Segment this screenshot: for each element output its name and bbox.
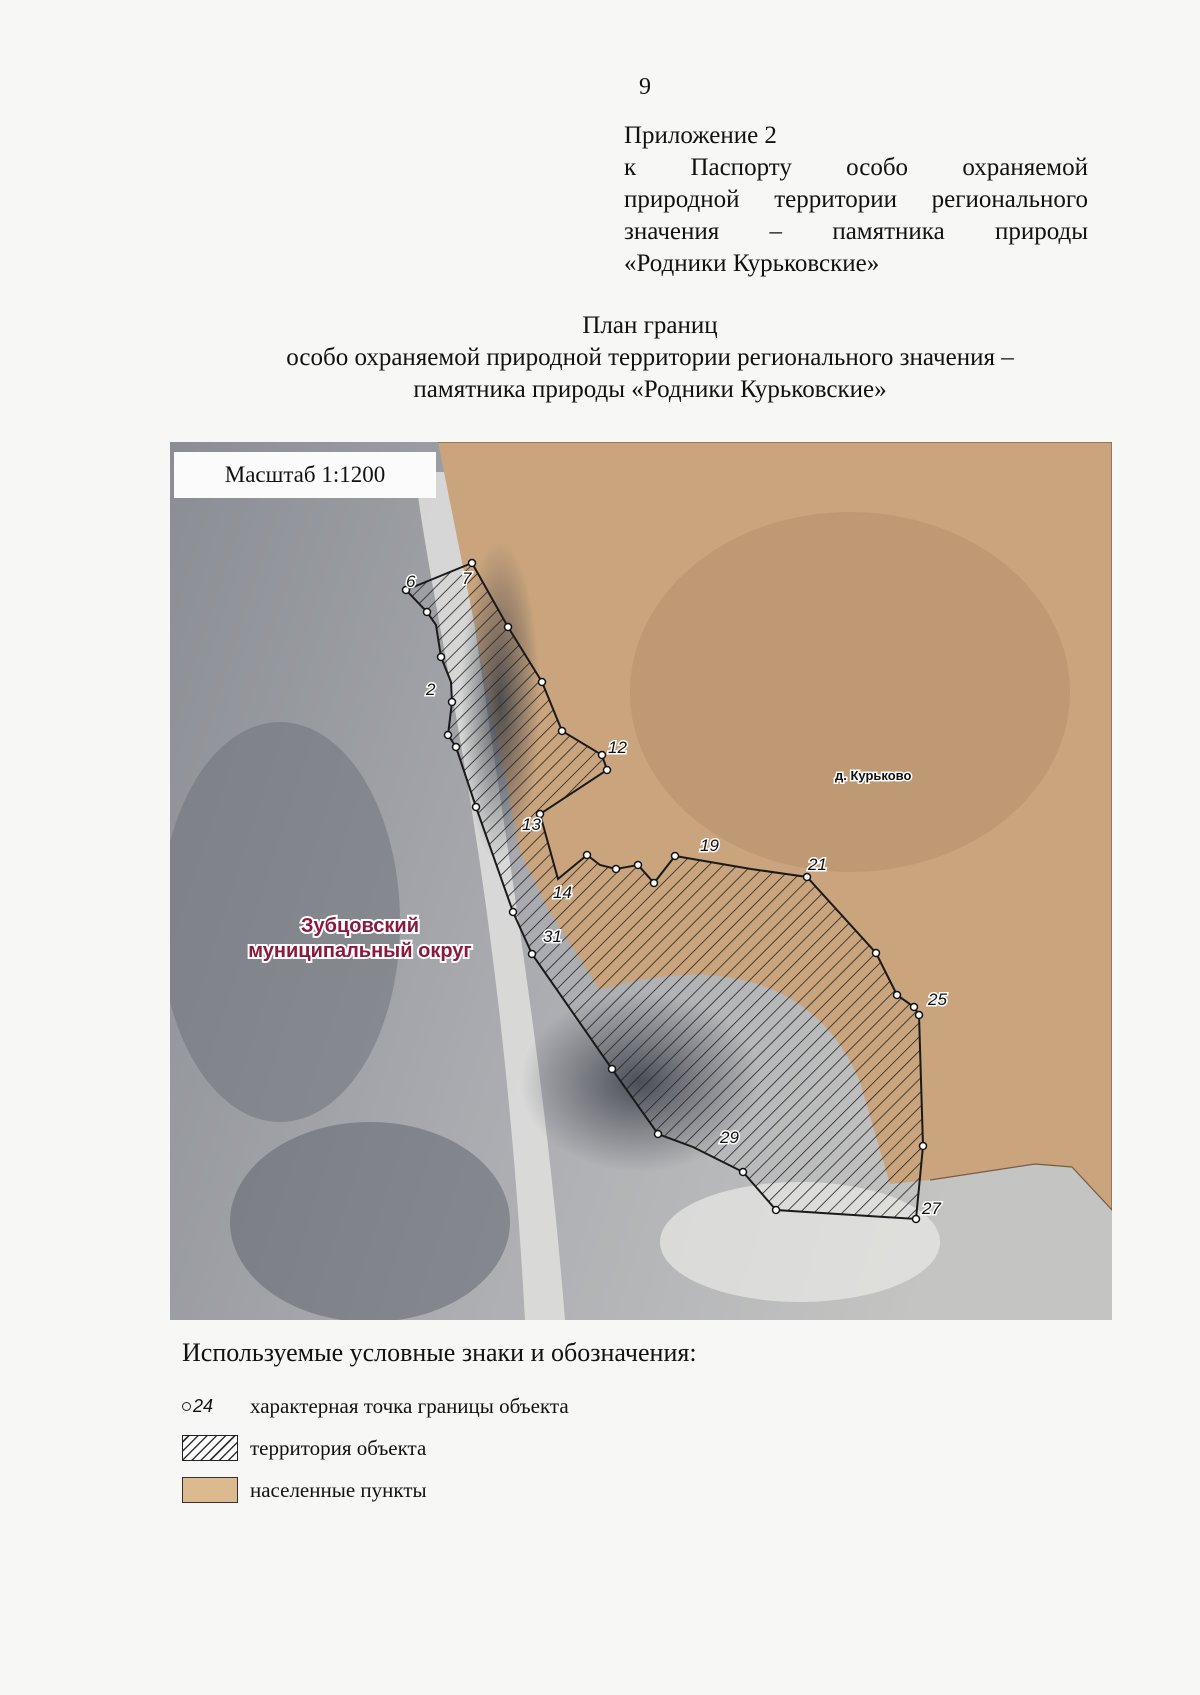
point-dot-icon: [182, 1402, 191, 1411]
plan-title: [150, 310, 1150, 406]
point-label: 13: [522, 815, 541, 834]
boundary-point: [438, 654, 445, 661]
district-label: муниципальный округ: [248, 940, 472, 962]
boundary-point: [873, 950, 880, 957]
appendix-line: природной территории регионального: [624, 186, 1088, 213]
settlement-texture: [630, 512, 1070, 872]
plan-title-line: особо охраняемой природной территории регионального значения –: [286, 344, 1014, 371]
boundary-point: [804, 874, 811, 881]
district-label: Зубцовский: [300, 915, 420, 937]
point-label: 31: [543, 927, 562, 946]
boundary-point: [445, 732, 452, 739]
point-label: 12: [608, 738, 627, 757]
plan-title-line: памятника природы «Родники Курьковские»: [413, 376, 887, 403]
boundary-point: [510, 909, 517, 916]
point-label: 19: [700, 836, 719, 855]
point-label: 25: [928, 990, 947, 1009]
boundary-point: [672, 853, 679, 860]
point-label: 2: [426, 680, 436, 699]
legend: [182, 1385, 569, 1511]
point-sample-label: 24: [193, 1395, 214, 1416]
point-label: 7: [462, 569, 472, 588]
boundary-point: [469, 560, 476, 567]
map-canvas: [170, 442, 1112, 1320]
boundary-point: [539, 679, 546, 686]
boundary-point: [894, 992, 901, 999]
boundary-point: [635, 862, 642, 869]
boundary-point: [609, 1066, 616, 1073]
boundary-point: [655, 1131, 662, 1138]
boundary-point: [449, 699, 456, 706]
point-label: 21: [808, 855, 827, 874]
point-label: 6: [406, 572, 416, 591]
boundary-point: [740, 1169, 747, 1176]
legend-item: [182, 1427, 569, 1469]
legend-item: [182, 1469, 569, 1511]
scale-label: Масштаб 1:1200: [174, 452, 436, 498]
boundary-point: [773, 1207, 780, 1214]
boundary-point: [559, 728, 566, 735]
appendix-header: [624, 120, 1088, 280]
appendix-line: «Родники Курьковские»: [624, 250, 880, 277]
boundary-point: [529, 951, 536, 958]
boundary-point: [424, 609, 431, 616]
legend-item: [182, 1385, 569, 1427]
legend-label: характерная точка границы объекта: [250, 1393, 569, 1418]
page-number: 9: [639, 74, 651, 100]
plan-title-line: План границ: [582, 312, 718, 339]
boundary-point: [913, 1216, 920, 1223]
forest-area: [230, 1122, 510, 1320]
appendix-line: к Паспорту особо охраняемой: [624, 154, 1088, 181]
point-label: 29: [720, 1128, 739, 1147]
legend-label: территория объекта: [250, 1435, 427, 1460]
settlement-label: д. Курьково: [835, 768, 912, 783]
boundary-point: [911, 1004, 918, 1011]
boundary-point: [651, 880, 658, 887]
settlement-swatch-icon: [182, 1477, 238, 1503]
boundary-map: [170, 442, 1112, 1320]
boundary-point: [453, 744, 460, 751]
boundary-point: [473, 804, 480, 811]
boundary-point: [920, 1143, 927, 1150]
point-label: 27: [922, 1199, 941, 1218]
boundary-point: [584, 852, 591, 859]
boundary-point: [599, 752, 606, 759]
boundary-point: [505, 624, 512, 631]
legend-title: Используемые условные знаки и обозначения:: [182, 1338, 697, 1367]
boundary-point-symbol: [182, 1393, 238, 1419]
hatch-swatch-icon: [182, 1435, 238, 1461]
point-label: 14: [553, 883, 572, 902]
boundary-point: [613, 866, 620, 873]
appendix-line: значения – памятника природы: [624, 218, 1088, 245]
boundary-point: [604, 767, 611, 774]
boundary-point: [916, 1012, 923, 1019]
appendix-line: Приложение 2: [624, 122, 777, 149]
legend-label: населенные пункты: [250, 1477, 427, 1502]
